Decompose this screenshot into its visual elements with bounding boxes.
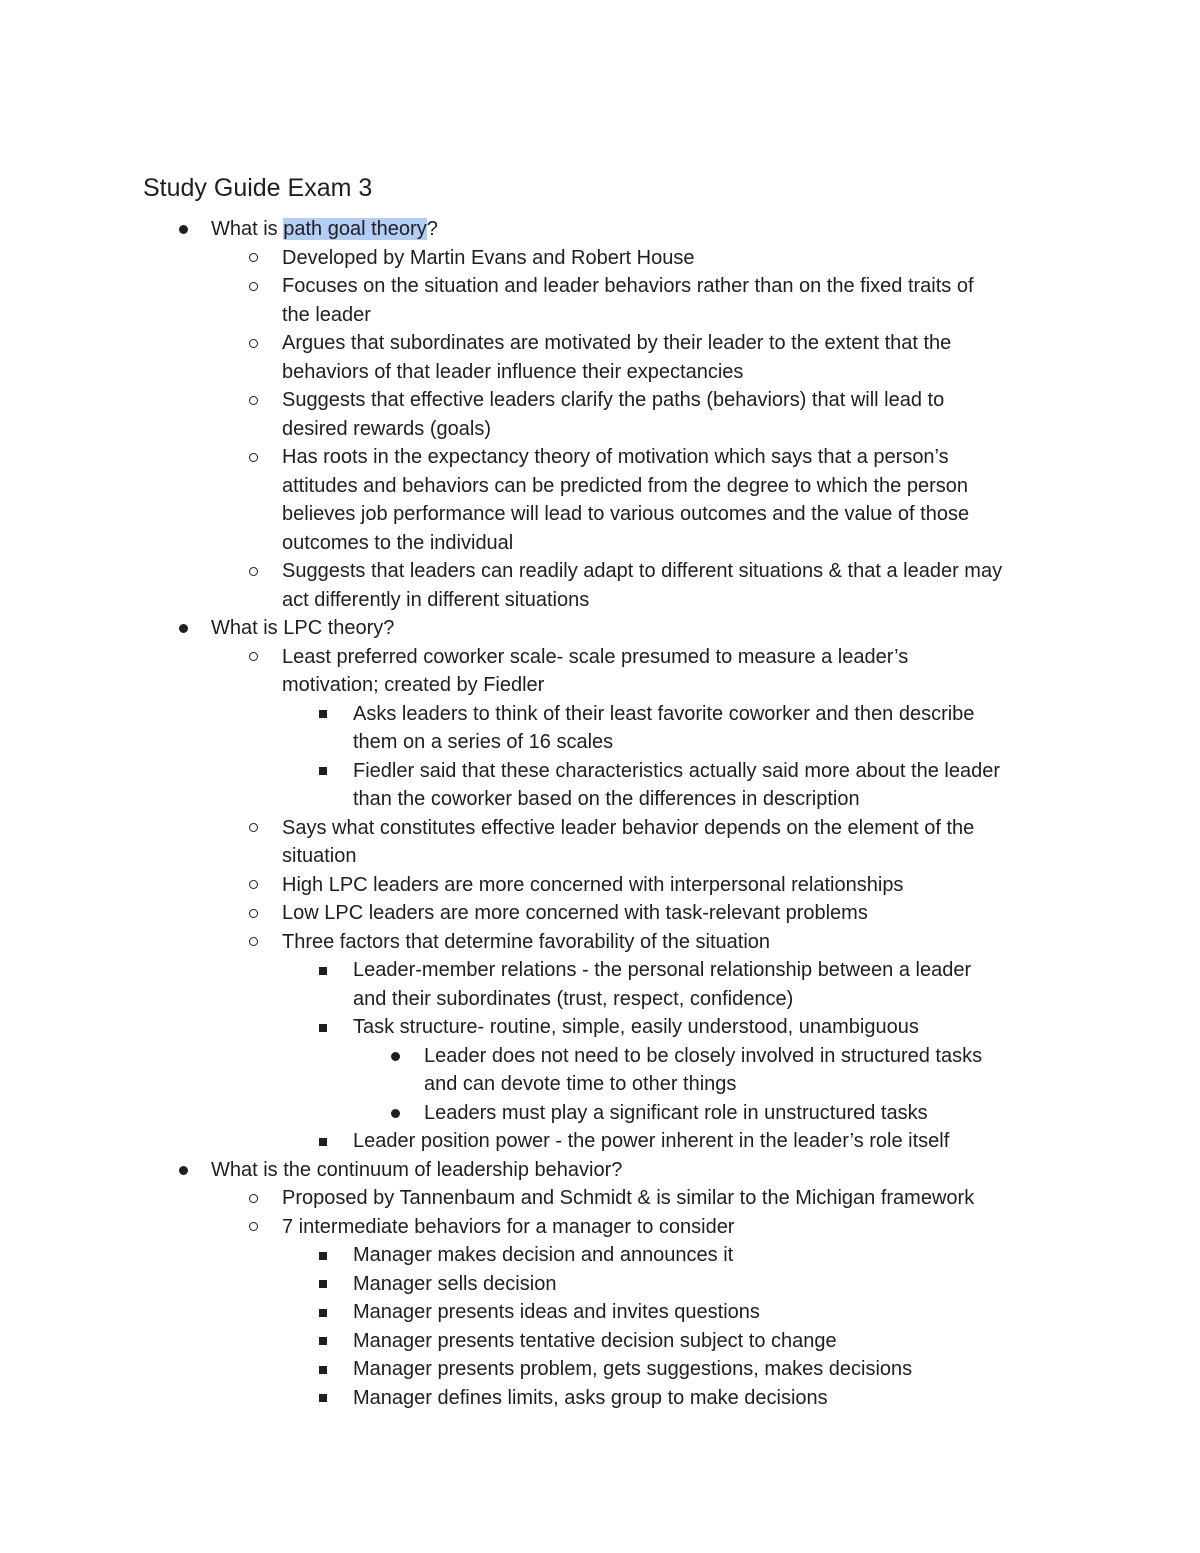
bullet-disc-icon (391, 1109, 400, 1118)
section-heading-text: What is (211, 218, 284, 240)
list-item-text: Leader does not need to be closely involved in structured tasks (424, 1044, 983, 1067)
list-item-text: Argues that subordinates are motivated by their leader to the extent that the (282, 332, 952, 354)
list-item-line-level-3 (0, 985, 1200, 1014)
bullet-circle-icon (249, 880, 258, 889)
bullet-circle-icon (249, 453, 258, 462)
list-item-line-level-3 (0, 1127, 1200, 1156)
bullet-circle-icon (249, 567, 258, 576)
bullet-square-icon (319, 710, 327, 718)
bullet-square-icon (319, 767, 327, 775)
list-item-text: motivation; created by Fiedler (282, 674, 545, 696)
list-item-line-level-2 (0, 842, 1200, 871)
list-item-text: than the coworker based on the differences in description (353, 788, 860, 810)
list-item-text: believes job performance will lead to various outcomes and the value of those (282, 503, 970, 525)
list-item-line-level-2 (0, 1184, 1200, 1213)
bullet-circle-icon (249, 1222, 258, 1231)
list-item-text: High LPC leaders are more concerned with interpersonal relationships (282, 873, 904, 896)
list-item-text: behaviors of that leader influence their expectancies (282, 360, 744, 383)
list-item-line-level-3 (0, 1384, 1200, 1413)
list-item-line-level-2 (0, 557, 1200, 586)
list-item-text: Manager makes decision and announces it (353, 1244, 734, 1266)
highlighted-text: path goal theory (283, 218, 427, 240)
list-item-line-level-3 (0, 1298, 1200, 1327)
study-guide-outline (0, 215, 1200, 1412)
list-item-text: Leader position power - the power inherent in the leader’s role itself (353, 1130, 950, 1152)
list-item-line-level-3 (0, 1013, 1200, 1042)
list-item-line-level-2 (0, 643, 1200, 672)
list-item-line-level-3 (0, 700, 1200, 729)
list-item-text: Three factors that determine favorability of the situation (282, 930, 771, 953)
bullet-disc-icon (179, 624, 188, 633)
list-item-text: Manager defines limits, asks group to make decisions (353, 1386, 828, 1409)
list-item-text: Proposed by Tannenbaum and Schmidt & is similar to the Michigan framework (282, 1187, 975, 1209)
list-item-line-level-3 (0, 785, 1200, 814)
list-item-text: Asks leaders to think of their least favorite coworker and then describe (353, 702, 975, 725)
bullet-square-icon (319, 1337, 327, 1345)
list-item-text: act differently in different situations (282, 588, 590, 611)
list-item-text: desired rewards (goals) (282, 417, 491, 440)
list-item-text: What is LPC theory? (211, 617, 395, 639)
list-item-line-level-4 (0, 1070, 1200, 1099)
list-item-line-level-3 (0, 1241, 1200, 1270)
list-item-text: 7 intermediate behaviors for a manager to consider (282, 1215, 735, 1238)
list-item-text: Manager presents problem, gets suggestions, makes decisions (353, 1358, 913, 1380)
list-item-text: Has roots in the expectancy theory of motivation which says that a person’s (282, 446, 949, 468)
list-item-line-level-3 (0, 757, 1200, 786)
list-item-line-level-2 (0, 899, 1200, 928)
bullet-square-icon (319, 1138, 327, 1146)
section-heading (0, 1156, 1200, 1185)
list-item-text: Manager sells decision (353, 1272, 557, 1295)
list-item-line-level-2 (0, 529, 1200, 558)
list-item-text: Suggests that effective leaders clarify the paths (behaviors) that will lead to (282, 389, 945, 411)
list-item-line-level-3 (0, 1355, 1200, 1384)
bullet-square-icon (319, 1252, 327, 1260)
list-item-line-level-2 (0, 871, 1200, 900)
section-heading (0, 614, 1200, 643)
list-item-line-level-2 (0, 301, 1200, 330)
list-item-text: outcomes to the individual (282, 531, 514, 554)
bullet-circle-icon (249, 652, 258, 661)
bullet-square-icon (319, 967, 327, 975)
list-item-text: Fiedler said that these characteristics actually said more about the leader (353, 759, 1001, 782)
bullet-circle-icon (249, 909, 258, 918)
list-item-line-level-3 (0, 728, 1200, 757)
bullet-circle-icon (249, 937, 258, 946)
list-item-text: Manager presents ideas and invites questions (353, 1301, 760, 1323)
bullet-square-icon (319, 1309, 327, 1317)
bullet-square-icon (319, 1366, 327, 1374)
list-item-line-level-2 (0, 1213, 1200, 1242)
list-item-line-level-3 (0, 1270, 1200, 1299)
list-item-text: attitudes and behaviors can be predicted from the degree to which the person (282, 474, 968, 497)
list-item-text: Leader-member relations - the personal relationship between a leader (353, 959, 972, 981)
bullet-circle-icon (249, 1194, 258, 1203)
list-item-line-level-2 (0, 586, 1200, 615)
list-item-text: Says what constitutes effective leader behavior depends on the element of the (282, 816, 975, 839)
bullet-square-icon (319, 1280, 327, 1288)
bullet-circle-icon (249, 823, 258, 832)
list-item-text: Manager presents tentative decision subject to change (353, 1329, 837, 1352)
list-item-line-level-2 (0, 329, 1200, 358)
list-item-line-level-2 (0, 358, 1200, 387)
bullet-square-icon (319, 1394, 327, 1402)
list-item-text: Task structure- routine, simple, easily understood, unambiguous (353, 1016, 919, 1038)
list-item-text: the leader (282, 303, 371, 326)
list-item-text: and their subordinates (trust, respect, confidence) (353, 987, 794, 1010)
list-item-line-level-2 (0, 443, 1200, 472)
list-item-line-level-2 (0, 928, 1200, 957)
list-item-line-level-3 (0, 1327, 1200, 1356)
list-item-text: them on a series of 16 scales (353, 731, 614, 753)
section-heading (0, 215, 1200, 244)
list-item-line-level-2 (0, 671, 1200, 700)
list-item-text: What is the continuum of leadership behavior? (211, 1158, 623, 1181)
list-item-text: situation (282, 845, 357, 867)
bullet-square-icon (319, 1024, 327, 1032)
list-item-text: Focuses on the situation and leader behaviors rather than on the fixed traits of (282, 275, 974, 297)
list-item-text: and can devote time to other things (424, 1073, 737, 1095)
list-item-line-level-2 (0, 814, 1200, 843)
bullet-circle-icon (249, 253, 258, 262)
list-item-line-level-2 (0, 415, 1200, 444)
section-heading-text: ? (426, 218, 438, 240)
list-item-line-level-3 (0, 956, 1200, 985)
list-item-text: Low LPC leaders are more concerned with task-relevant problems (282, 902, 868, 924)
list-item-line-level-2 (0, 244, 1200, 273)
bullet-disc-icon (179, 225, 188, 234)
list-item-line-level-4 (0, 1042, 1200, 1071)
bullet-circle-icon (249, 396, 258, 405)
list-item-text: Developed by Martin Evans and Robert House (282, 246, 695, 269)
list-item-line-level-2 (0, 272, 1200, 301)
bullet-disc-icon (391, 1052, 400, 1061)
list-item-line-level-2 (0, 472, 1200, 501)
list-item-line-level-2 (0, 500, 1200, 529)
list-item-text: Suggests that leaders can readily adapt to different situations & that a leader may (282, 560, 1003, 582)
list-item-text: Least preferred coworker scale- scale presumed to measure a leader’s (282, 645, 909, 668)
bullet-circle-icon (249, 339, 258, 348)
list-item-text: Leaders must play a significant role in unstructured tasks (424, 1101, 928, 1124)
list-item-line-level-4 (0, 1099, 1200, 1128)
bullet-disc-icon (179, 1166, 188, 1175)
document-title: Study Guide Exam 3 (143, 174, 373, 202)
bullet-circle-icon (249, 282, 258, 291)
list-item-line-level-2 (0, 386, 1200, 415)
